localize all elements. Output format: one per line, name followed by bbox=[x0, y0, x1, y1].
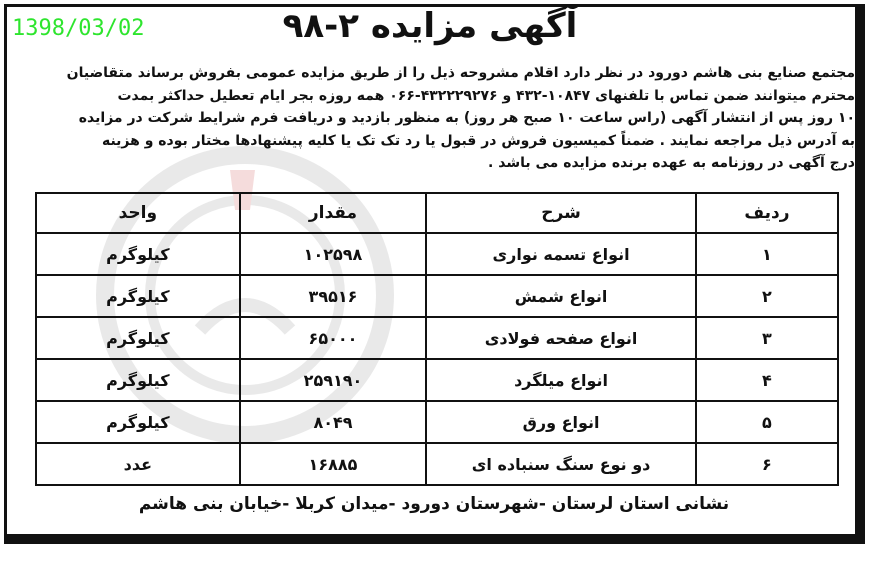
cell-description: دو نوع سنگ سنباده ای bbox=[426, 443, 696, 485]
table-row bbox=[36, 443, 838, 485]
header-row-number: ردیف bbox=[696, 193, 838, 233]
body-line: به آدرس ذیل مراجعه نمایند . ضمناً کمیسیون فروش در قبول یا رد تک تک یا کلیه پیشنهادها مختار بوده و هزینه bbox=[101, 132, 855, 149]
cell-quantity: ۳۹۵۱۶ bbox=[240, 275, 427, 317]
items-table bbox=[35, 192, 839, 486]
cell-unit: کیلوگرم bbox=[36, 401, 240, 443]
table-row bbox=[36, 401, 838, 443]
table-row bbox=[36, 275, 838, 317]
cell-quantity: ۲۵۹۱۹۰ bbox=[240, 359, 427, 401]
page-title: آگهی مزایده ۲-۹۸ bbox=[282, 6, 578, 46]
cell-row-number: ۵ bbox=[696, 401, 838, 443]
cell-row-number: ۱ bbox=[696, 233, 838, 275]
cell-quantity: ۱۰۲۵۹۸ bbox=[240, 233, 427, 275]
cell-quantity: ۶۵۰۰۰ bbox=[240, 317, 427, 359]
cell-row-number: ۳ bbox=[696, 317, 838, 359]
cell-unit: کیلوگرم bbox=[36, 359, 240, 401]
header-unit: واحد bbox=[36, 193, 240, 233]
cell-description: انواع ورق bbox=[426, 401, 696, 443]
cell-row-number: ۲ bbox=[696, 275, 838, 317]
cell-unit: عدد bbox=[36, 443, 240, 485]
table-header-row bbox=[36, 193, 838, 233]
cell-description: انواع صفحه فولادی bbox=[426, 317, 696, 359]
cell-quantity: ۸۰۴۹ bbox=[240, 401, 427, 443]
cell-row-number: ۶ bbox=[696, 443, 838, 485]
header-description: شرح bbox=[426, 193, 696, 233]
body-line: ۱۰ روز پس از انتشار آگهی (راس ساعت ۱۰ صبح هر روز) به منظور بازدید و دریافت فرم شرایط شرکت در مزایده bbox=[78, 110, 855, 126]
table-row bbox=[36, 233, 838, 275]
cell-description: انواع میلگرد bbox=[426, 359, 696, 401]
cell-unit: کیلوگرم bbox=[36, 317, 240, 359]
cell-description: انواع تسمه نواری bbox=[426, 233, 696, 275]
body-line: مجتمع صنایع بنی هاشم دورود در نظر دارد اقلام مشروحه ذیل را از طریق مزایده عمومی بفروش برساند متقاضیان bbox=[66, 65, 855, 81]
cell-row-number: ۴ bbox=[696, 359, 838, 401]
cell-description: انواع شمش bbox=[426, 275, 696, 317]
notice-body bbox=[35, 62, 855, 175]
body-line: درج آگهی در روزنامه به عهده برنده مزایده می باشد . bbox=[488, 155, 855, 171]
table-row bbox=[36, 359, 838, 401]
body-line: محترم میتوانند ضمن تماس با تلفنهای ۱۰۸۴۷-۴۳۲ و ۴۳۲۲۲۹۲۷۶-۰۶۶ همه روزه بجر ایام تعطیل حداکثر بمدت bbox=[117, 87, 855, 104]
date-stamp: 1398/03/02 bbox=[12, 16, 145, 41]
address-line: نشانی استان لرستان -شهرستان دورود -میدان کربلا -خیابان بنی هاشم bbox=[138, 494, 730, 514]
table-row bbox=[36, 317, 838, 359]
cell-unit: کیلوگرم bbox=[36, 275, 240, 317]
cell-unit: کیلوگرم bbox=[36, 233, 240, 275]
cell-quantity: ۱۶۸۸۵ bbox=[240, 443, 427, 485]
header-quantity: مقدار bbox=[240, 193, 427, 233]
